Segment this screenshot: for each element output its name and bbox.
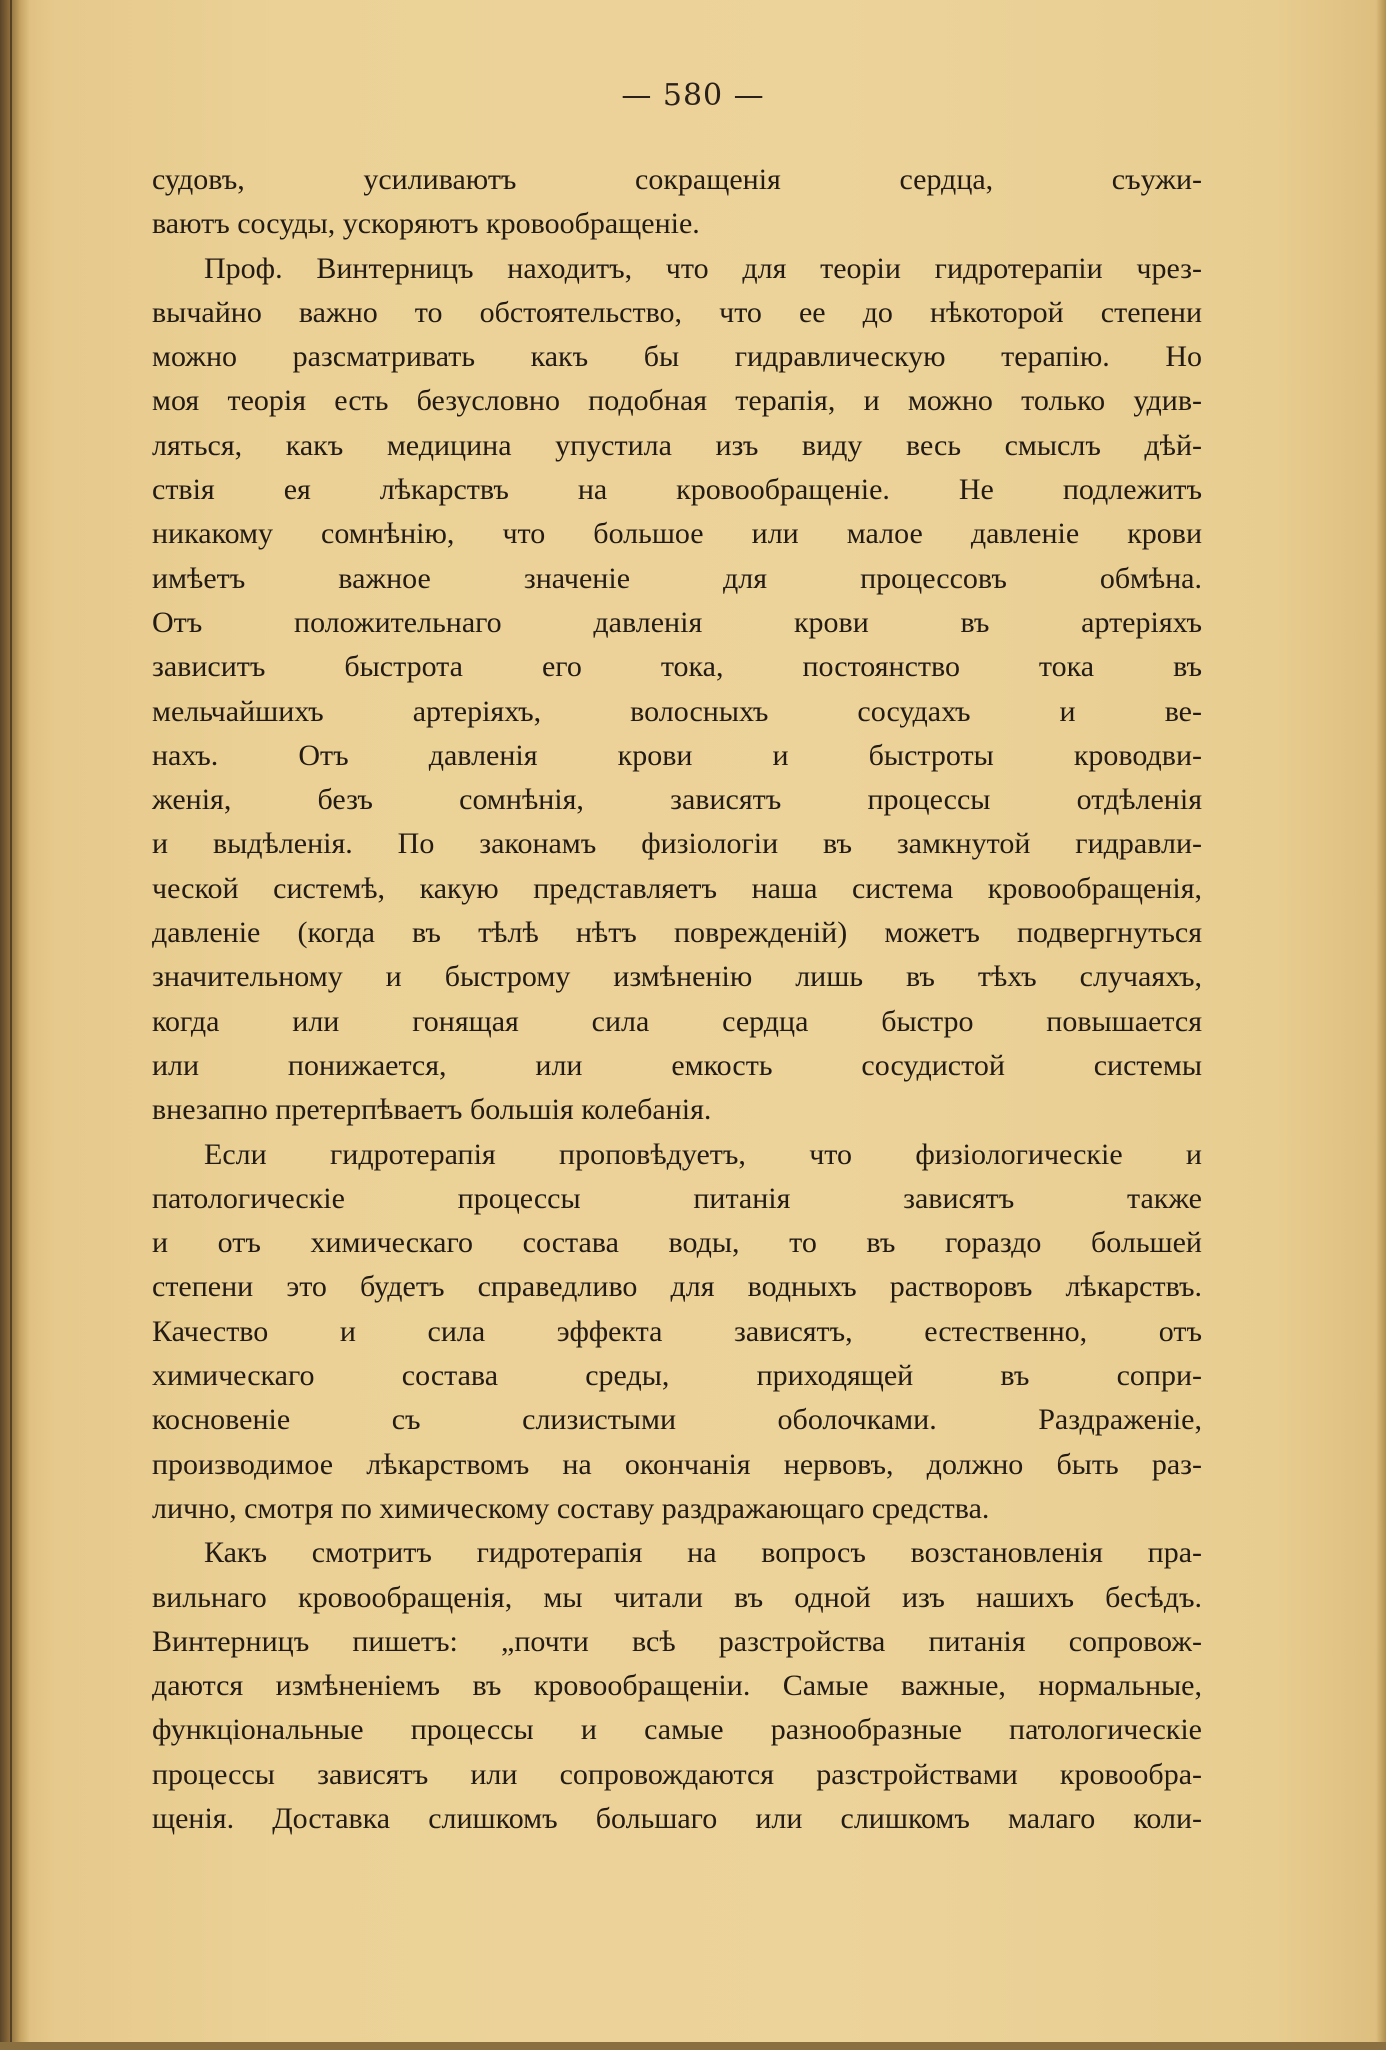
text-line: вычайно важно то обстоятельство, что ее до нѣкоторой степени [152,295,1202,329]
text-line: давленіе (когда въ тѣлѣ нѣтъ поврежденій) можетъ подвергнуться [152,916,1202,950]
text-line: мельчайшихъ артеріяхъ, волосныхъ сосудахъ и ве- [152,694,1202,728]
text-line: ствія ея лѣкарствъ на кровообращеніе. Не подлежитъ [152,473,1202,507]
text-line: функціональные процессы и самые разнообразные патологическіе [152,1713,1202,1747]
text-line: значительному и быстрому измѣненію лишь въ тѣхъ случаяхъ, [152,960,1202,994]
text-line: степени это будетъ справедливо для водныхъ растворовъ лѣкарствъ. [152,1270,1202,1304]
text-line: ваютъ сосуды, ускоряютъ кровообращеніе. [152,207,700,241]
text-line: нахъ. Отъ давленія крови и быстроты кроводви- [152,738,1202,772]
text-line: даются измѣненіемъ въ кровообращеніи. Самые важные, нормальные, [152,1669,1202,1703]
text-line: лично, смотря по химическому составу раздражающаго средства. [152,1491,990,1525]
text-line: Если гидротерапія проповѣдуетъ, что физіологическіе и [204,1137,1202,1171]
text-line: ляться, какъ медицина упустила изъ виду весь смыслъ дѣй- [152,428,1202,462]
text-line: вильнаго кровообращенія, мы читали въ одной изъ нашихъ бесѣдъ. [152,1580,1202,1614]
text-line: ческой системѣ, какую представляетъ наша система кровообращенія, [152,871,1202,905]
text-line: можно разсматривать какъ бы гидравлическую терапію. Но [152,340,1202,374]
body-text [152,158,1202,1841]
page-binding-shadow [0,0,30,2050]
text-line: Винтерницъ пишетъ: „почти всѣ разстройства питанія сопровож- [152,1624,1202,1658]
page-number: — 580 — [621,78,765,113]
text-line: моя теорія есть безусловно подобная терапія, и можно только удив- [152,384,1202,418]
text-line: или понижается, или емкость сосудистой системы [152,1048,1202,1082]
text-line: щенія. Доставка слишкомъ большаго или слишкомъ малаго коли- [152,1801,1202,1835]
binding-line [10,0,12,2050]
text-line: когда или гонящая сила сердца быстро повышается [152,1004,1202,1038]
text-line: Качество и сила эффекта зависятъ, естественно, отъ [152,1314,1202,1348]
text-line: судовъ, усиливаютъ сокращенія сердца, съужи- [152,163,1202,196]
text-line: внезапно претерпѣваетъ большія колебанія. [152,1093,712,1127]
text-line: женія, безъ сомнѣнія, зависятъ процессы отдѣленія [152,783,1202,817]
text-line: и отъ химическаго состава воды, то въ гораздо большей [152,1226,1202,1260]
text-line: производимое лѣкарствомъ на окончанія нервовъ, должно быть раз- [152,1447,1202,1481]
text-line: патологическіе процессы питанія зависятъ также [152,1181,1202,1215]
text-line: и выдѣленія. По законамъ физіологіи въ замкнутой гидравли- [152,827,1202,861]
text-line: никакому сомнѣнію, что большое или малое давленіе крови [152,517,1202,551]
text-line: косновеніе съ слизистыми оболочками. Раздраженіе, [152,1403,1202,1437]
text-line: имѣетъ важное значеніе для процессовъ обмѣна. [152,561,1202,595]
text-line: Какъ смотритъ гидротерапія на вопросъ возстановленія пра- [204,1536,1202,1570]
text-line: Отъ положительнаго давленія крови въ артеріяхъ [152,605,1202,639]
page-right-edge [1376,0,1386,2050]
text-line: Проф. Винтерницъ находитъ, что для теоріи гидротерапіи чрез- [204,251,1202,285]
text-line: зависитъ быстрота его тока, постоянство тока въ [152,650,1202,684]
page-bottom-edge [0,2042,1386,2050]
text-line: процессы зависятъ или сопровождаются разстройствами кровообра- [152,1757,1202,1791]
text-line: химическаго состава среды, приходящей въ сопри- [152,1359,1202,1393]
